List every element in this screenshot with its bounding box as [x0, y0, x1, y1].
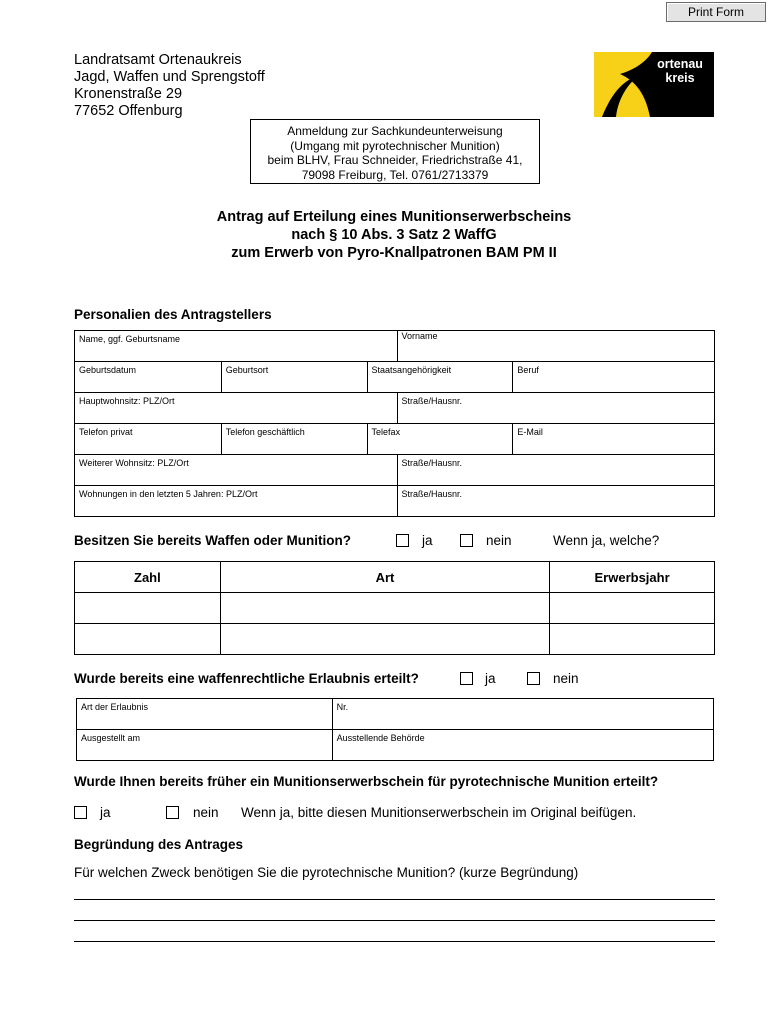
nr-field[interactable]: [333, 699, 714, 729]
ausgestellt-am-field[interactable]: [77, 730, 333, 760]
art-der-erlaubnis-field[interactable]: [77, 699, 333, 729]
field-label: Vorname: [401, 331, 438, 341]
table-row: [75, 624, 715, 655]
field-label: Wohnungen in den letzten 5 Jahren: PLZ/Ort: [79, 489, 258, 499]
q2-ja-label: ja: [485, 671, 496, 686]
strasse-field[interactable]: [398, 486, 716, 516]
grid-row: [75, 486, 715, 517]
grid-row: [75, 362, 715, 393]
authority-address: [74, 52, 265, 120]
q3-ja-checkbox[interactable]: [74, 806, 87, 819]
staatsangehoerigkeit-field[interactable]: [368, 362, 514, 392]
title-line: zum Erwerb von Pyro-Knallpatronen BAM PM II: [231, 245, 557, 261]
art-cell[interactable]: [220, 593, 549, 624]
field-label: Weiterer Wohnsitz: PLZ/Ort: [79, 458, 189, 468]
info-line: Anmeldung zur Sachkundeunterweisung: [287, 124, 503, 138]
personal-grid: [74, 330, 715, 517]
field-label: Nr.: [336, 702, 349, 712]
answer-line[interactable]: [74, 899, 715, 900]
q1-ja-label: ja: [422, 533, 433, 548]
email-field[interactable]: [513, 424, 715, 454]
q3-ja-label: ja: [100, 805, 111, 820]
beruf-field[interactable]: [513, 362, 715, 392]
info-line: beim BLHV, Frau Schneider, Friedrichstraße 41,: [267, 153, 523, 167]
hauptwohnsitz-field[interactable]: [75, 393, 398, 423]
print-form-button[interactable]: Print Form: [666, 2, 766, 22]
field-label: Name, ggf. Geburtsname: [79, 334, 181, 344]
zahl-cell[interactable]: [75, 593, 221, 624]
grid-row: [77, 730, 714, 761]
personal-heading: Personalien des Antragstellers: [74, 307, 272, 322]
field-label: Geburtsort: [225, 365, 269, 375]
erwerbsjahr-cell[interactable]: [550, 624, 715, 655]
q3-row: [74, 805, 636, 820]
weiterer-wohnsitz-field[interactable]: [75, 455, 398, 485]
telefon-geschaeftlich-field[interactable]: [222, 424, 368, 454]
geburtsdatum-field[interactable]: [75, 362, 222, 392]
info-line: 79098 Freiburg, Tel. 0761/2713379: [301, 167, 489, 182]
title-line: Antrag auf Erteilung eines Munitionserwerbscheins: [216, 209, 572, 225]
vorname-field[interactable]: [398, 331, 716, 361]
begruendung-heading: Begründung des Antrages: [74, 837, 244, 852]
address-line: Kronenstraße 29: [74, 86, 183, 102]
address-line: 77652 Offenburg: [74, 103, 183, 119]
q2-nein-checkbox[interactable]: [527, 672, 540, 685]
grid-row: [75, 393, 715, 424]
field-label: E-Mail: [517, 427, 543, 437]
zahl-cell[interactable]: [75, 624, 221, 655]
field-label: Ausstellende Behörde: [336, 733, 425, 743]
grid-row: [77, 699, 714, 730]
q3-nein-checkbox[interactable]: [166, 806, 179, 819]
telefax-field[interactable]: [368, 424, 514, 454]
ausstellende-behoerde-field[interactable]: [333, 730, 714, 760]
q1-nein-label: nein: [486, 533, 512, 548]
q2-ja-checkbox[interactable]: [460, 672, 473, 685]
telefon-privat-field[interactable]: [75, 424, 222, 454]
field-label: Beruf: [517, 365, 539, 375]
erwerbsjahr-cell[interactable]: [550, 593, 715, 624]
field-label: Telefax: [371, 427, 401, 437]
col-art: Art: [220, 562, 549, 593]
grid-row: [75, 455, 715, 486]
info-line: (Umgang mit pyrotechnischer Munition): [290, 138, 500, 153]
q1-question: Besitzen Sie bereits Waffen oder Munition?: [74, 533, 352, 548]
geburtsort-field[interactable]: [222, 362, 368, 392]
form-title: [74, 208, 714, 262]
logo-line: ortenau: [657, 57, 703, 71]
field-label: Straße/Hausnr.: [401, 489, 463, 499]
table-row: [75, 562, 715, 593]
field-label: Straße/Hausnr.: [401, 396, 463, 406]
field-label: Hauptwohnsitz: PLZ/Ort: [79, 396, 175, 406]
permit-grid: [76, 698, 714, 761]
field-label: Telefon privat: [79, 427, 133, 437]
grid-row: [75, 424, 715, 455]
field-label: Straße/Hausnr.: [401, 458, 463, 468]
strasse-field[interactable]: [398, 455, 716, 485]
q3-nein-label: nein: [193, 805, 219, 820]
name-field[interactable]: [75, 331, 398, 361]
wohnungen-field[interactable]: [75, 486, 398, 516]
logo-text: [654, 57, 706, 85]
strasse-field[interactable]: [398, 393, 716, 423]
q3-hinweis: Wenn ja, bitte diesen Munitionserwerbschein im Original beifügen.: [241, 805, 637, 820]
q1-row: [74, 533, 659, 548]
col-zahl: Zahl: [75, 562, 221, 593]
q2-question: Wurde bereits eine waffenrechtliche Erlaubnis erteilt?: [74, 671, 419, 686]
logo-line: kreis: [665, 71, 695, 85]
field-label: Staatsangehörigkeit: [371, 365, 452, 375]
q2-nein-label: nein: [553, 671, 579, 686]
q1-nein-checkbox[interactable]: [460, 534, 473, 547]
answer-line[interactable]: [74, 941, 715, 942]
field-label: Art der Erlaubnis: [81, 702, 149, 712]
field-label: Ausgestellt am: [81, 733, 141, 743]
art-cell[interactable]: [220, 624, 549, 655]
title-line: nach § 10 Abs. 3 Satz 2 WaffG: [291, 227, 497, 243]
field-label: Geburtsdatum: [79, 365, 137, 375]
begruendung-frage: Für welchen Zweck benötigen Sie die pyrotechnische Munition? (kurze Begründung): [74, 865, 579, 880]
answer-line[interactable]: [74, 920, 715, 921]
address-line: Landratsamt Ortenaukreis: [74, 52, 242, 68]
address-line: Jagd, Waffen und Sprengstoff: [74, 69, 265, 85]
info-box: [250, 119, 540, 184]
q3-question: Wurde Ihnen bereits früher ein Munitionserwerbschein für pyrotechnische Munition erteilt?: [74, 774, 659, 789]
field-label: Telefon geschäftlich: [225, 427, 305, 437]
arms-table: [74, 561, 715, 655]
table-row: [75, 593, 715, 624]
q1-ja-checkbox[interactable]: [396, 534, 409, 547]
grid-row: [75, 331, 715, 362]
col-erwerbsjahr: Erwerbsjahr: [550, 562, 715, 593]
q1-wenn-label: Wenn ja, welche?: [553, 533, 660, 548]
q2-row: [74, 671, 579, 686]
